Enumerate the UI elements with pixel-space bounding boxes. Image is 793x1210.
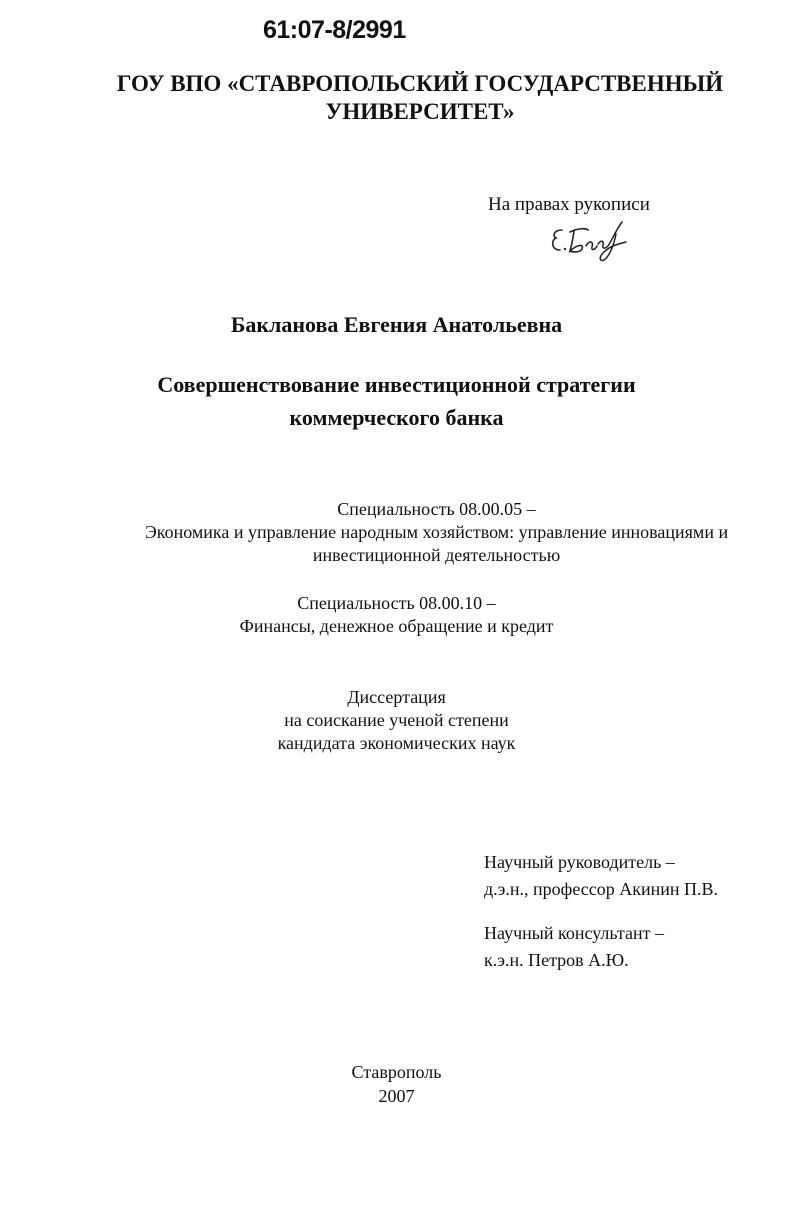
dissertation-title <box>0 368 793 434</box>
scientific-advisor <box>484 849 718 903</box>
consultant-name: к.э.н. Петров А.Ю. <box>484 950 629 970</box>
city: Ставрополь <box>351 1062 442 1082</box>
specialty-2 <box>0 592 793 638</box>
organization-line-1: ГОУ ВПО «СТАВРОПОЛЬСКИЙ ГОСУДАРСТВЕННЫЙ <box>116 71 724 96</box>
specialty-1 <box>40 498 793 567</box>
advisor-role: Научный руководитель – <box>484 852 675 872</box>
dissertation-line-2: на соискание ученой степени <box>284 710 509 730</box>
scientific-consultant <box>484 920 664 974</box>
specialty-1-name-line-1: Экономика и управление народным хозяйством: управление инновациями и <box>144 522 729 542</box>
organization-line-2: УНИВЕРСИТЕТ» <box>325 99 515 124</box>
title-line-2: коммерческого банка <box>289 405 504 430</box>
advisor-name: д.э.н., профессор Акинин П.В. <box>484 879 719 899</box>
consultant-role: Научный консультант – <box>484 923 664 943</box>
signature-image <box>548 220 630 262</box>
place-and-year <box>0 1060 793 1108</box>
specialty-1-code: Специальность 08.00.05 – <box>337 499 536 519</box>
dissertation-line-3: кандидата экономических наук <box>277 733 516 753</box>
specialty-2-name: Финансы, денежное обращение и кредит <box>239 616 554 636</box>
organization-name <box>60 70 780 126</box>
specialty-2-code: Специальность 08.00.10 – <box>297 593 496 613</box>
specialty-1-name-line-2: инвестиционной деятельностью <box>312 545 561 565</box>
year: 2007 <box>378 1086 415 1106</box>
manuscript-rights: На правах рукописи <box>488 194 650 215</box>
title-line-1: Совершенствование инвестиционной стратегии <box>157 372 636 397</box>
registry-code: 61:07-8/2991 <box>263 16 406 44</box>
dissertation-degree <box>0 686 793 755</box>
dissertation-line-1: Диссертация <box>347 687 446 707</box>
author-name: Бакланова Евгения Анатольевна <box>230 312 563 337</box>
